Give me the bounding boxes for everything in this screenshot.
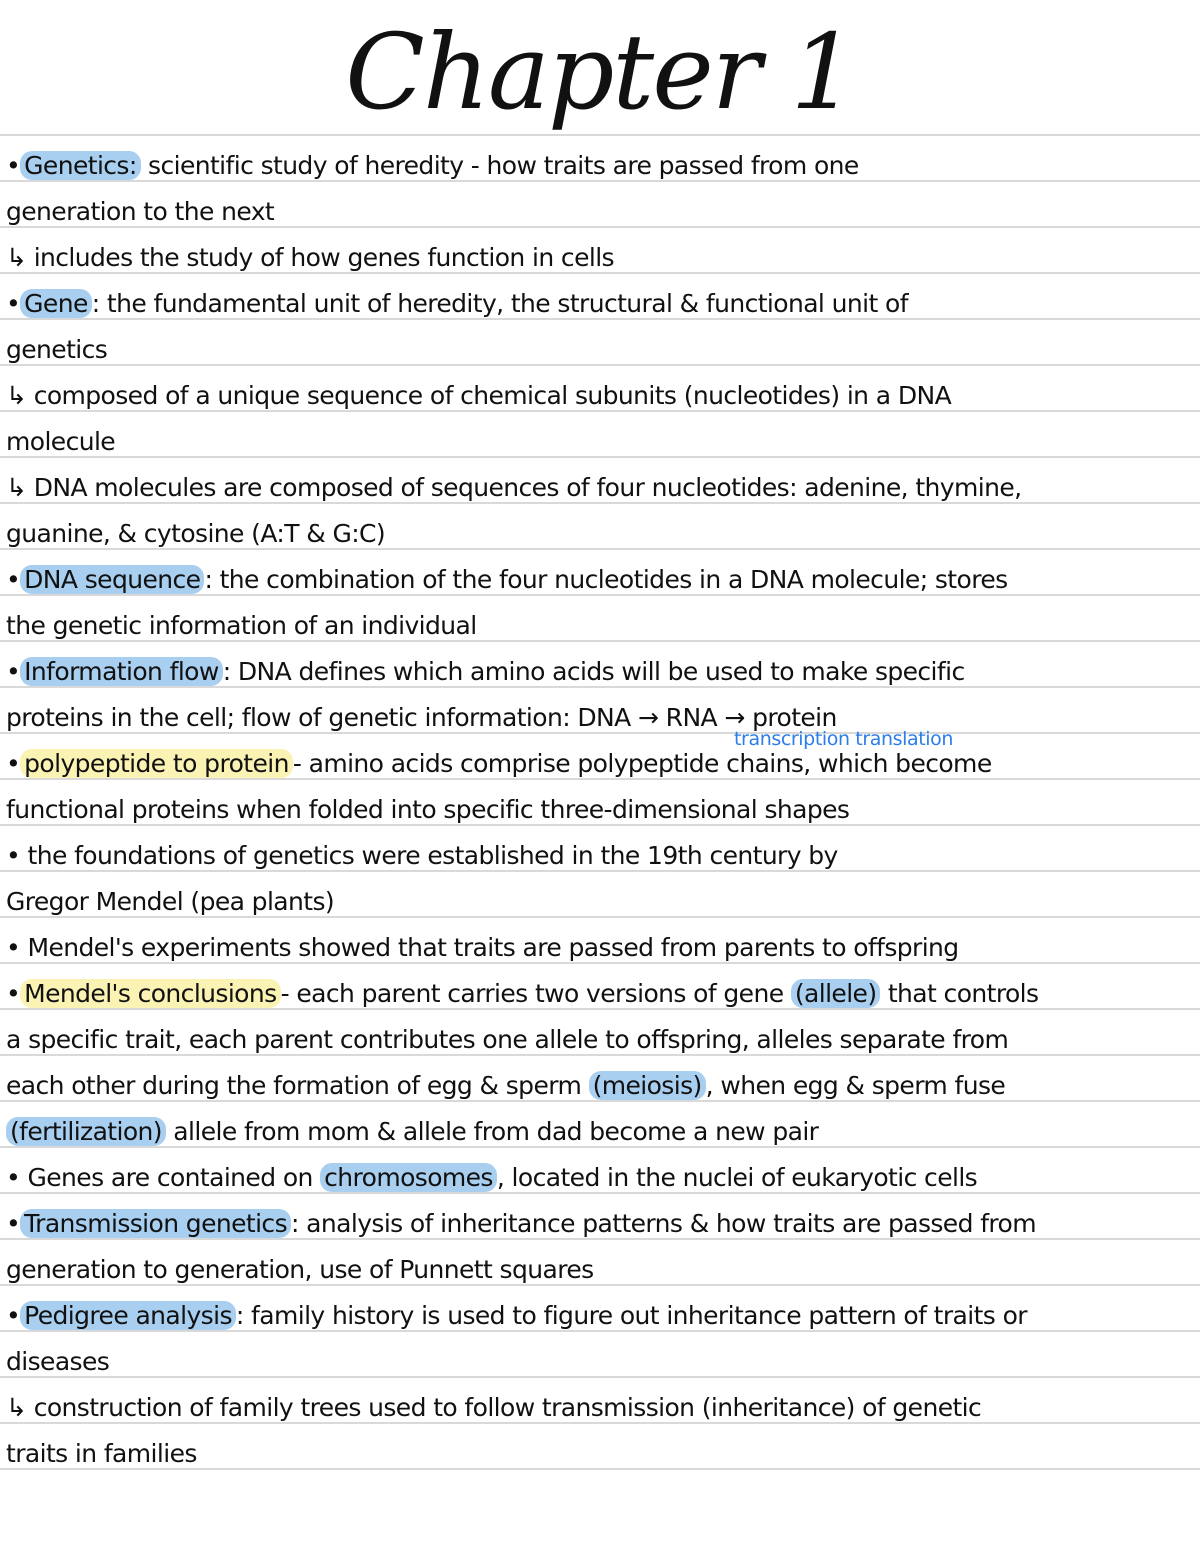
note-line: [6, 748, 1194, 780]
note-text: •: [6, 979, 21, 1008]
highlighted-term: (meiosis): [589, 1071, 706, 1100]
highlighted-term: (fertilization): [6, 1117, 166, 1146]
note-line: [6, 288, 1194, 320]
note-text: ↳ includes the study of how genes function in cells: [6, 243, 614, 272]
note-line: [6, 656, 1194, 688]
note-text: - each parent carries two versions of gene: [280, 979, 791, 1008]
note-line: [6, 564, 1194, 596]
highlighted-term: Transmission genetics: [20, 1209, 291, 1238]
note-text: ↳ DNA molecules are composed of sequences of four nucleotides: adenine, thymine,: [6, 473, 1022, 502]
note-line: [6, 1024, 1194, 1056]
note-text: genetics: [6, 335, 108, 364]
note-line: [6, 196, 1194, 228]
note-line: [6, 518, 1194, 550]
highlighted-term: Mendel's conclusions: [20, 979, 280, 1008]
note-text: : family history is used to figure out inheritance pattern of traits or: [235, 1301, 1027, 1330]
note-text: scientific study of heredity - how traits are passed from one: [140, 151, 859, 180]
note-text: : the fundamental unit of heredity, the structural & functional unit of: [91, 289, 908, 318]
note-text: allele from mom & allele from dad become a new pair: [165, 1117, 819, 1146]
note-line: [6, 794, 1194, 826]
ruled-line: [0, 134, 1200, 136]
note-text: guanine, & cytosine (A:T & G:C): [6, 519, 386, 548]
note-text: , located in the nuclei of eukaryotic cells: [496, 1163, 978, 1192]
note-line: [6, 1254, 1194, 1286]
note-line: [6, 150, 1194, 182]
note-text: •: [6, 1301, 21, 1330]
note-text: • Genes are contained on: [6, 1163, 321, 1192]
highlighted-term: Genetics:: [20, 151, 141, 180]
highlighted-term: Information flow: [20, 657, 223, 686]
note-line: [6, 472, 1194, 504]
note-line: [6, 1438, 1194, 1470]
note-text: •: [6, 289, 21, 318]
note-line: [6, 426, 1194, 458]
note-text: functional proteins when folded into specific three-dimensional shapes: [6, 795, 850, 824]
note-text: each other during the formation of egg & sperm: [6, 1071, 589, 1100]
note-text: •: [6, 749, 21, 778]
note-text: • Mendel's experiments showed that traits are passed from parents to offspring: [6, 933, 959, 962]
highlighted-term: DNA sequence: [20, 565, 204, 594]
highlighted-term: Pedigree analysis: [20, 1301, 236, 1330]
note-text: - amino acids comprise polypeptide chains, which become: [292, 749, 992, 778]
note-text: •: [6, 657, 21, 686]
note-text: Gregor Mendel (pea plants): [6, 887, 335, 916]
note-line: [6, 840, 1194, 872]
note-text: generation to generation, use of Punnett squares: [6, 1255, 594, 1284]
note-text: : analysis of inheritance patterns & how traits are passed from: [291, 1209, 1036, 1238]
note-text: that controls: [880, 979, 1039, 1008]
note-text: : DNA defines which amino acids will be used to make specific: [222, 657, 965, 686]
note-text: generation to the next: [6, 197, 275, 226]
note-line: [6, 610, 1194, 642]
note-line: [6, 1116, 1194, 1148]
highlighted-term: Gene: [20, 289, 92, 318]
note-line: [6, 978, 1194, 1010]
note-line: [6, 932, 1194, 964]
note-line: [6, 1346, 1194, 1378]
note-text: molecule: [6, 427, 116, 456]
note-text: a specific trait, each parent contributes one allele to offspring, alleles separate from: [6, 1025, 1009, 1054]
note-line: [6, 1162, 1194, 1194]
note-text: proteins in the cell; flow of genetic information: DNA → RNA → protein: [6, 703, 837, 732]
note-line: [6, 886, 1194, 918]
note-line: [6, 1070, 1194, 1102]
note-text: diseases: [6, 1347, 110, 1376]
note-line: [6, 1392, 1194, 1424]
highlighted-term: polypeptide to protein: [20, 749, 293, 778]
note-text: •: [6, 1209, 21, 1238]
note-text: the genetic information of an individual: [6, 611, 477, 640]
note-text: •: [6, 565, 21, 594]
highlighted-term: (allele): [791, 979, 881, 1008]
highlighted-term: chromosomes: [320, 1163, 497, 1192]
note-line: [6, 334, 1194, 366]
note-line: [6, 242, 1194, 274]
note-text: traits in families: [6, 1439, 197, 1468]
note-line: [6, 380, 1194, 412]
note-line: [6, 1300, 1194, 1332]
page-title: Chapter 1: [345, 11, 855, 133]
flow-annotation: transcription translation: [734, 728, 954, 750]
note-text: : the combination of the four nucleotides in a DNA molecule; stores: [204, 565, 1008, 594]
note-text: ↳ composed of a unique sequence of chemical subunits (nucleotides) in a DNA: [6, 381, 952, 410]
note-text: ↳ construction of family trees used to follow transmission (inheritance) of genetic: [6, 1393, 982, 1422]
note-text: , when egg & sperm fuse: [705, 1071, 1006, 1100]
note-text: • the foundations of genetics were established in the 19th century by: [6, 841, 838, 870]
note-line: [6, 702, 1194, 734]
note-text: •: [6, 151, 21, 180]
note-line: [6, 1208, 1194, 1240]
